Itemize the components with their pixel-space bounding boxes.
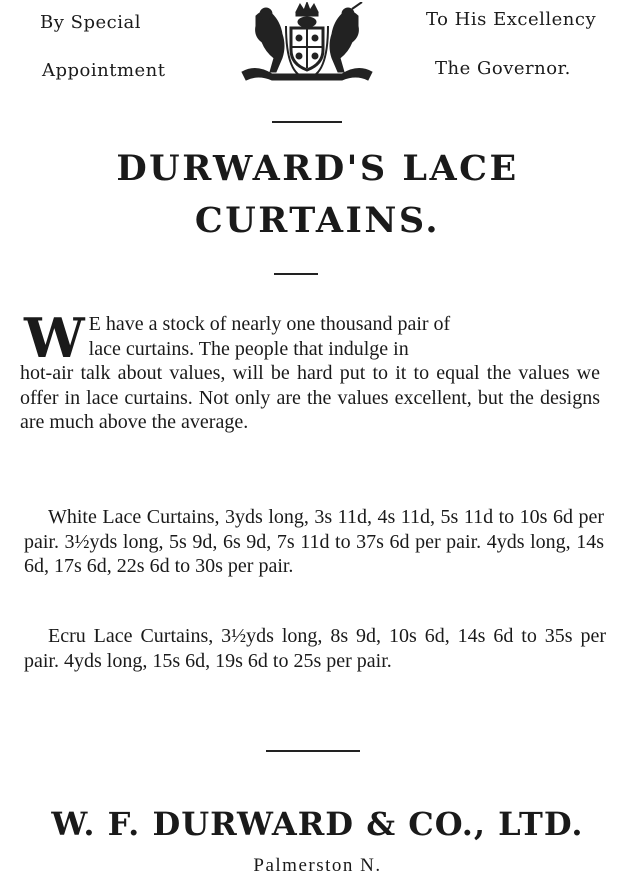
ecru-lace-paragraph: Ecru Lace Curtains, 3½yds long, 8s 9d, 10s 6d, 14s 6d to 35s per pair. 4yds long, 15s 6d, 19s 6d to 25s per pair. [24,625,606,672]
header-appointment: Appointment [42,60,166,81]
white-lace-paragraph: White Lace Curtains, 3yds long, 3s 11d, 4s 11d, 5s 11d to 10s 6d per pair. 3½yds long, 5s 9d, 6s 9d, 7s 11d to 37s 6d per pair. 4yds long, 14s 6d, 17s 6d, 22s 6d to 30s per pair. [24,506,604,577]
intro-paragraph [20,306,600,435]
divider-title [274,273,318,275]
intro-line-1: E have a stock of nearly one thousand pair of [88,313,451,335]
title-line-2: CURTAINS. [194,200,441,241]
title-line-1: DURWARD'S LACE [116,148,519,189]
divider-bottom [266,750,360,752]
header-by-special: By Special [40,12,141,33]
intro-rest: hot-air talk about values, will be hard put to it to equal the values we offer in lace curtains. Not only are the values excellent, but the designs are much above the average. [20,362,600,433]
royal-coat-of-arms-icon [236,2,378,82]
drop-cap: W [24,306,83,370]
header-governor: The Governor. [435,58,571,79]
company-name: W. F. DURWARD & CO., LTD. [51,805,584,843]
header-excellency: To His Excellency [426,9,597,30]
intro-line-2: lace curtains. The people that indulge in [88,337,409,360]
divider-top [272,121,342,123]
company-location: Palmerston N. [253,855,382,876]
